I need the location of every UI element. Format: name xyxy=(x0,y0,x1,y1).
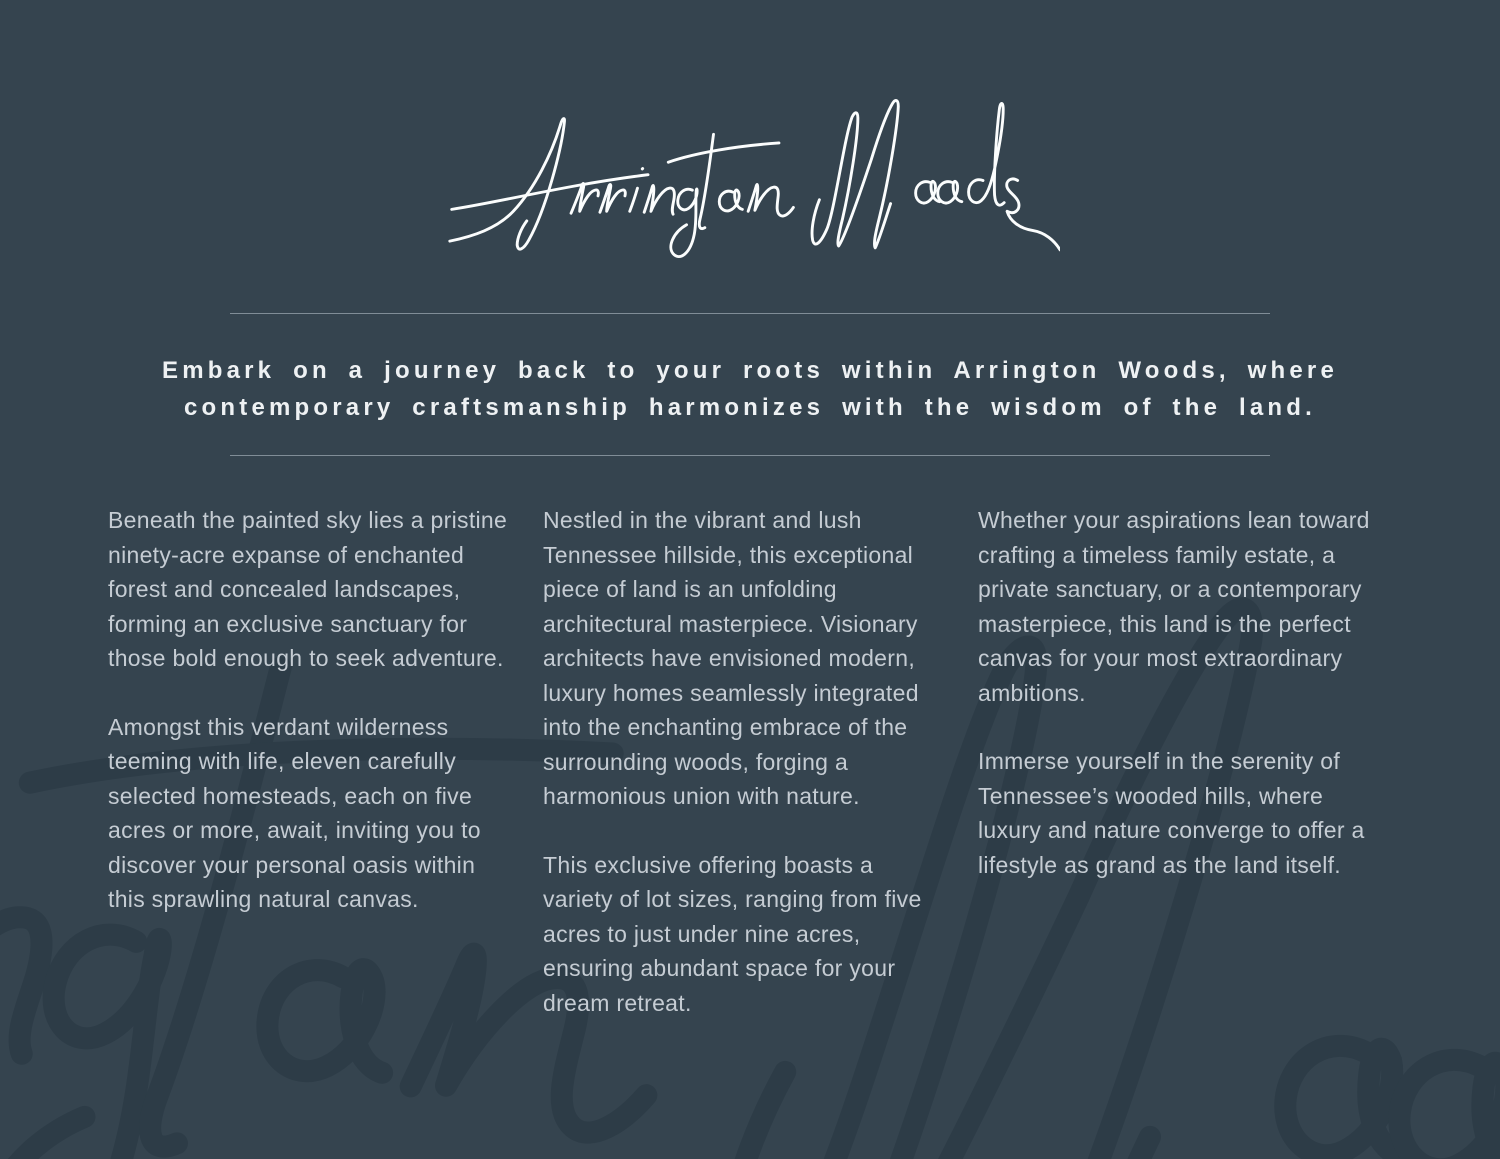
tagline xyxy=(0,352,1500,426)
arrington-woods-script-logo xyxy=(444,84,1060,277)
paragraph: Nestled in the vibrant and lush Tennessee hillside, this exceptional piece of land is an unfolding architectural masterpiece. Visionary architects have envisioned modern, luxury homes seamlessly integrated into the enchanting embrace of the surrounding woods, forging a harmonious union with nature. xyxy=(543,507,919,809)
divider-top xyxy=(230,313,1270,314)
tagline-line-1: Embark on a journey back to your roots within Arrington Woods, where xyxy=(161,357,1339,384)
paragraph: Immerse yourself in the serenity of Tennessee’s wooded hills, where luxury and nature converge to offer a lifestyle as grand as the land itself. xyxy=(978,748,1365,878)
paragraph: Beneath the painted sky lies a pristine ninety-acre expanse of enchanted forest and concealed landscapes, forming an exclusive sanctuary for those bold enough to seek adventure. xyxy=(108,507,508,671)
column-1 xyxy=(108,503,513,1020)
tagline-line-2: contemporary craftsmanship harmonizes with the wisdom of the land. xyxy=(184,394,1316,421)
paragraph: Whether your aspirations lean toward crafting a timeless family estate, a private sanctuary, or a contemporary masterpiece, this land is the perfect canvas for your most extraordinary ambitions. xyxy=(978,507,1370,706)
divider-bottom xyxy=(230,455,1270,456)
column-3 xyxy=(978,503,1383,1020)
column-2 xyxy=(543,503,948,1020)
paragraph: Amongst this verdant wilderness teeming with life, eleven carefully selected homesteads, each on five acres or more, await, inviting you to discover your personal oasis within this sprawling natural canvas. xyxy=(108,713,481,912)
body-columns xyxy=(108,503,1383,1020)
paragraph: This exclusive offering boasts a variety of lot sizes, ranging from five acres to just under nine acres, ensuring abundant space for your dream retreat. xyxy=(543,851,922,1016)
